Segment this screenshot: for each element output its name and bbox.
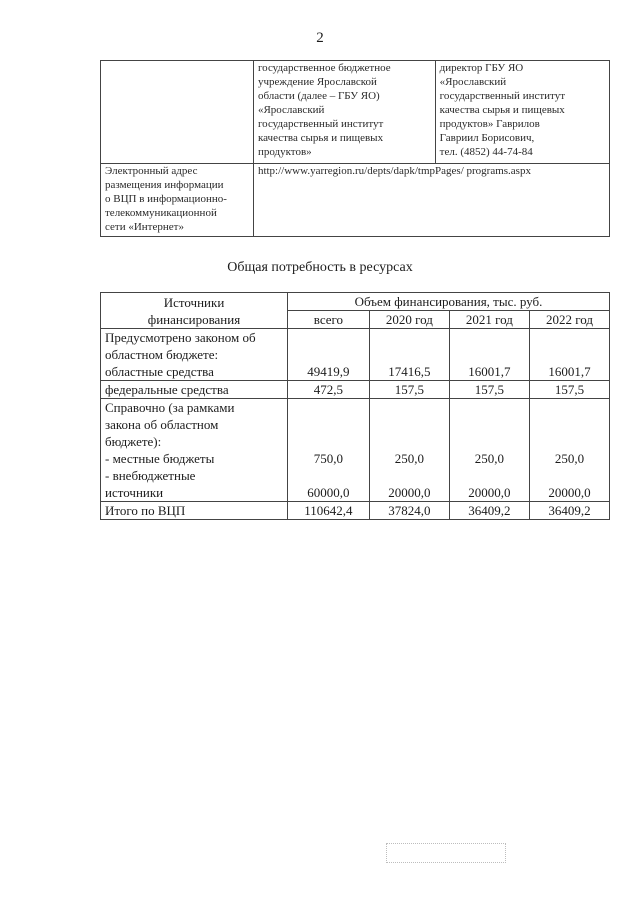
- col-2022-header: 2022 год: [529, 311, 609, 329]
- col-total-header: всего: [288, 311, 370, 329]
- table-row: [101, 381, 610, 399]
- local-budget-value: 250,0: [474, 451, 505, 466]
- value-cell: 16001,7: [529, 329, 609, 381]
- contact-line: Гавриил Борисович,: [439, 132, 535, 144]
- executor-cell: [253, 61, 435, 164]
- value-cell: [369, 399, 449, 502]
- row-label: федеральные средства: [101, 381, 288, 399]
- row-label: [101, 399, 288, 502]
- local-budget-value: 750,0: [313, 451, 344, 466]
- row-label-line: - внебюджетные: [105, 468, 196, 483]
- web-address-label-line: сети «Интернет»: [105, 221, 184, 233]
- value-cell: 110642,4: [288, 502, 370, 520]
- faded-stamp-mark: [386, 843, 506, 863]
- executor-line: «Ярославский: [257, 104, 325, 116]
- row-label-line: областные средства: [105, 364, 214, 379]
- sources-header: [101, 293, 288, 329]
- executor-line: учреждение Ярославской: [257, 76, 377, 88]
- value-cell: 157,5: [449, 381, 529, 399]
- value-cell: [288, 399, 370, 502]
- executor-line: государственное бюджетное: [257, 62, 391, 74]
- contact-cell: [435, 61, 609, 164]
- sources-header-line: финансирования: [147, 311, 241, 327]
- row-label: Итого по ВЦП: [101, 502, 288, 520]
- contact-line: продуктов» Гаврилов: [439, 118, 540, 130]
- web-address-cell: [253, 164, 609, 237]
- contact-line: «Ярославский: [439, 76, 507, 88]
- row-label-line: - местные бюджеты: [105, 451, 215, 466]
- value-cell: 36409,2: [529, 502, 609, 520]
- volume-header: Объем финансирования, тыс. руб.: [288, 293, 610, 311]
- col-2020-header: 2020 год: [369, 311, 449, 329]
- offbudget-value: 60000,0: [307, 485, 350, 500]
- page-number: 2: [316, 30, 324, 46]
- table-row: [101, 399, 610, 502]
- web-address-label-line: размещения информации: [105, 179, 224, 191]
- web-address-label-cell: [101, 164, 254, 237]
- table-row-total: [101, 502, 610, 520]
- local-budget-value: 250,0: [394, 451, 424, 466]
- table-header-row: [101, 293, 610, 311]
- web-address-label-line: Электронный адрес: [105, 165, 198, 177]
- contact-line: качества сырья и пищевых: [439, 104, 565, 116]
- value-cell: 37824,0: [369, 502, 449, 520]
- offbudget-value: 20000,0: [468, 485, 511, 500]
- value-cell: 157,5: [369, 381, 449, 399]
- executor-line: области (далее – ГБУ ЯО): [257, 90, 380, 102]
- resources-heading: Общая потребность в ресурсах: [227, 260, 413, 275]
- table-row: [101, 329, 610, 381]
- program-info-table: [100, 60, 610, 237]
- value-cell: 36409,2: [449, 502, 529, 520]
- table-row: [101, 164, 610, 237]
- value-cell: 16001,7: [449, 329, 529, 381]
- contact-line: государственный институт: [439, 90, 566, 102]
- executor-line: продуктов»: [257, 146, 312, 158]
- row-label-line: бюджете):: [105, 434, 162, 449]
- value-cell: 157,5: [529, 381, 609, 399]
- value-cell: 49419,9: [288, 329, 370, 381]
- value-cell: [449, 399, 529, 502]
- info-label-cell: [101, 61, 254, 164]
- col-2021-header: 2021 год: [449, 311, 529, 329]
- executor-line: государственный институт: [257, 118, 384, 130]
- contact-line: тел. (4852) 44-74-84: [439, 146, 533, 158]
- sources-header-line: Источники: [163, 294, 225, 310]
- value-cell: 17416,5: [369, 329, 449, 381]
- row-label-line: закона об областном: [105, 417, 219, 432]
- web-address-label-line: телекоммуникационной: [105, 207, 217, 219]
- table-row: [101, 61, 610, 164]
- web-address-label-line: о ВЦП в информационно-: [105, 193, 227, 205]
- row-label: [101, 329, 288, 381]
- row-label-line: источники: [105, 485, 164, 500]
- row-label-line: областном бюджете:: [105, 347, 219, 362]
- resources-table: [100, 292, 610, 520]
- executor-line: качества сырья и пищевых: [257, 132, 384, 144]
- local-budget-value: 250,0: [554, 451, 585, 466]
- offbudget-value: 20000,0: [548, 485, 591, 500]
- row-label-line: Предусмотрено законом об: [105, 330, 256, 345]
- contact-line: директор ГБУ ЯО: [439, 62, 524, 74]
- value-cell: [529, 399, 609, 502]
- row-label-line: Справочно (за рамками: [105, 400, 235, 415]
- offbudget-value: 20000,0: [388, 485, 431, 500]
- value-cell: 472,5: [288, 381, 370, 399]
- program-url-link[interactable]: http://www.yarregion.ru/depts/dapk/tmpPages/ programs.aspx: [257, 165, 531, 177]
